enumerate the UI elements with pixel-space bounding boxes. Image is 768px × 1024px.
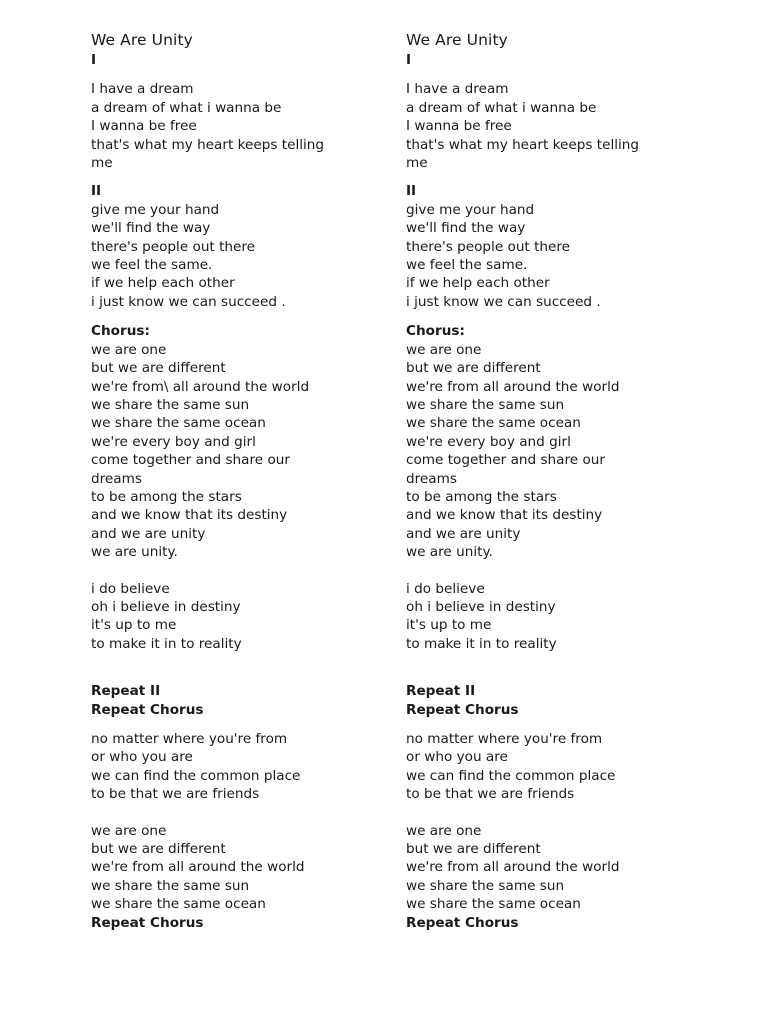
section-heading: Repeat II bbox=[91, 683, 161, 700]
lyric-line: i just know we can succeed . bbox=[91, 293, 286, 310]
lyric-line: I wanna be free bbox=[91, 118, 197, 135]
lyric-line: we feel the same. bbox=[406, 257, 528, 274]
lyric-line: but we are different bbox=[406, 841, 541, 858]
song-title: We Are Unity bbox=[91, 31, 193, 49]
lyric-line: I have a dream bbox=[91, 81, 194, 98]
section-heading: Repeat Chorus bbox=[406, 914, 519, 931]
lyric-line: there's people out there bbox=[91, 238, 256, 255]
lyric-line: we're every boy and girl bbox=[406, 433, 571, 450]
lyric-line: we are one bbox=[406, 822, 482, 839]
lyric-line: we share the same sun bbox=[406, 396, 565, 413]
lyric-line: we are one bbox=[91, 822, 167, 839]
section-heading: II bbox=[91, 183, 102, 200]
section-heading: Repeat II bbox=[406, 683, 476, 700]
lyric-line: we'll find the way bbox=[406, 220, 526, 237]
lyric-line: and we are unity bbox=[91, 525, 206, 542]
lyric-line: we're from all around the world bbox=[406, 378, 620, 395]
section-heading: II bbox=[406, 183, 417, 200]
lyric-line: dreams bbox=[91, 470, 142, 487]
lyric-line: we share the same ocean bbox=[91, 415, 266, 432]
lyric-line: i do believe bbox=[91, 580, 170, 597]
lyric-line: to make it in to reality bbox=[406, 635, 557, 652]
lyric-line: there's people out there bbox=[406, 238, 571, 255]
lyric-line: dreams bbox=[406, 470, 457, 487]
lyric-line: oh i believe in destiny bbox=[406, 598, 556, 615]
lyric-line: it's up to me bbox=[406, 617, 492, 634]
lyric-line: give me your hand bbox=[91, 201, 220, 218]
lyric-line: to make it in to reality bbox=[91, 635, 242, 652]
lyric-line: no matter where you're from bbox=[406, 731, 603, 747]
lyric-line: or who you are bbox=[91, 749, 193, 766]
lyric-line: we're from all around the world bbox=[406, 859, 620, 876]
lyric-line: to be that we are friends bbox=[406, 786, 575, 803]
lyric-line: we share the same sun bbox=[91, 396, 250, 413]
lyric-line: that's what my heart keeps telling bbox=[91, 136, 325, 153]
song-title: We Are Unity bbox=[406, 31, 508, 49]
lyric-line: i do believe bbox=[406, 580, 485, 597]
lyric-line: we are one bbox=[406, 341, 482, 358]
lyric-line: but we are different bbox=[406, 360, 541, 377]
lyric-line: if we help each other bbox=[91, 275, 235, 292]
section-heading: Chorus: bbox=[406, 323, 465, 340]
lyric-line: and we know that its destiny bbox=[91, 507, 288, 524]
lyric-line: oh i believe in destiny bbox=[91, 598, 241, 615]
section-heading: I bbox=[91, 52, 97, 68]
lyric-line: come together and share our bbox=[91, 452, 290, 469]
lyric-line: we are one bbox=[91, 341, 167, 358]
section-heading: Repeat Chorus bbox=[91, 701, 204, 718]
lyric-line: i just know we can succeed . bbox=[406, 293, 601, 310]
lyric-line: a dream of what i wanna be bbox=[91, 99, 282, 116]
lyrics-column-left bbox=[91, 29, 381, 932]
lyric-line: we're from all around the world bbox=[91, 859, 305, 876]
lyric-line: if we help each other bbox=[406, 275, 550, 292]
lyric-line: I have a dream bbox=[406, 81, 509, 98]
lyric-line: but we are different bbox=[91, 841, 226, 858]
lyrics-column-right bbox=[406, 29, 696, 932]
lyric-line: we share the same sun bbox=[91, 877, 250, 894]
lyric-line: we share the same ocean bbox=[406, 415, 581, 432]
lyric-line: to be among the stars bbox=[406, 488, 557, 505]
lyric-line: me bbox=[406, 155, 428, 172]
lyric-line: we're from\ all around the world bbox=[91, 378, 310, 395]
section-heading: Repeat Chorus bbox=[91, 914, 204, 931]
lyric-line: me bbox=[91, 155, 113, 172]
lyric-line: it's up to me bbox=[91, 617, 177, 634]
lyric-line: we can find the common place bbox=[91, 767, 301, 784]
lyric-line: give me your hand bbox=[406, 201, 535, 218]
lyric-line: we share the same sun bbox=[406, 877, 565, 894]
section-heading: Repeat Chorus bbox=[406, 701, 519, 718]
lyric-line: that's what my heart keeps telling bbox=[406, 136, 640, 153]
lyric-line: or who you are bbox=[406, 749, 508, 766]
lyrics-body bbox=[91, 51, 381, 932]
lyric-line: a dream of what i wanna be bbox=[406, 99, 597, 116]
lyric-line: to be among the stars bbox=[91, 488, 242, 505]
lyric-line: we share the same ocean bbox=[406, 896, 581, 913]
lyric-line: come together and share our bbox=[406, 452, 605, 469]
lyric-line: and we are unity bbox=[406, 525, 521, 542]
section-heading: I bbox=[406, 52, 412, 68]
lyric-line: no matter where you're from bbox=[91, 731, 288, 747]
lyric-line: and we know that its destiny bbox=[406, 507, 603, 524]
lyric-line: we're every boy and girl bbox=[91, 433, 256, 450]
lyric-line: we share the same ocean bbox=[91, 896, 266, 913]
section-heading: Chorus: bbox=[91, 323, 150, 340]
lyric-line: to be that we are friends bbox=[91, 786, 260, 803]
lyric-line: we are unity. bbox=[91, 544, 178, 561]
lyric-line: we can find the common place bbox=[406, 767, 616, 784]
lyric-line: we are unity. bbox=[406, 544, 493, 561]
lyrics-body bbox=[406, 51, 696, 932]
lyric-line: I wanna be free bbox=[406, 118, 512, 135]
lyric-line: but we are different bbox=[91, 360, 226, 377]
lyric-line: we feel the same. bbox=[91, 257, 213, 274]
lyric-line: we'll find the way bbox=[91, 220, 211, 237]
